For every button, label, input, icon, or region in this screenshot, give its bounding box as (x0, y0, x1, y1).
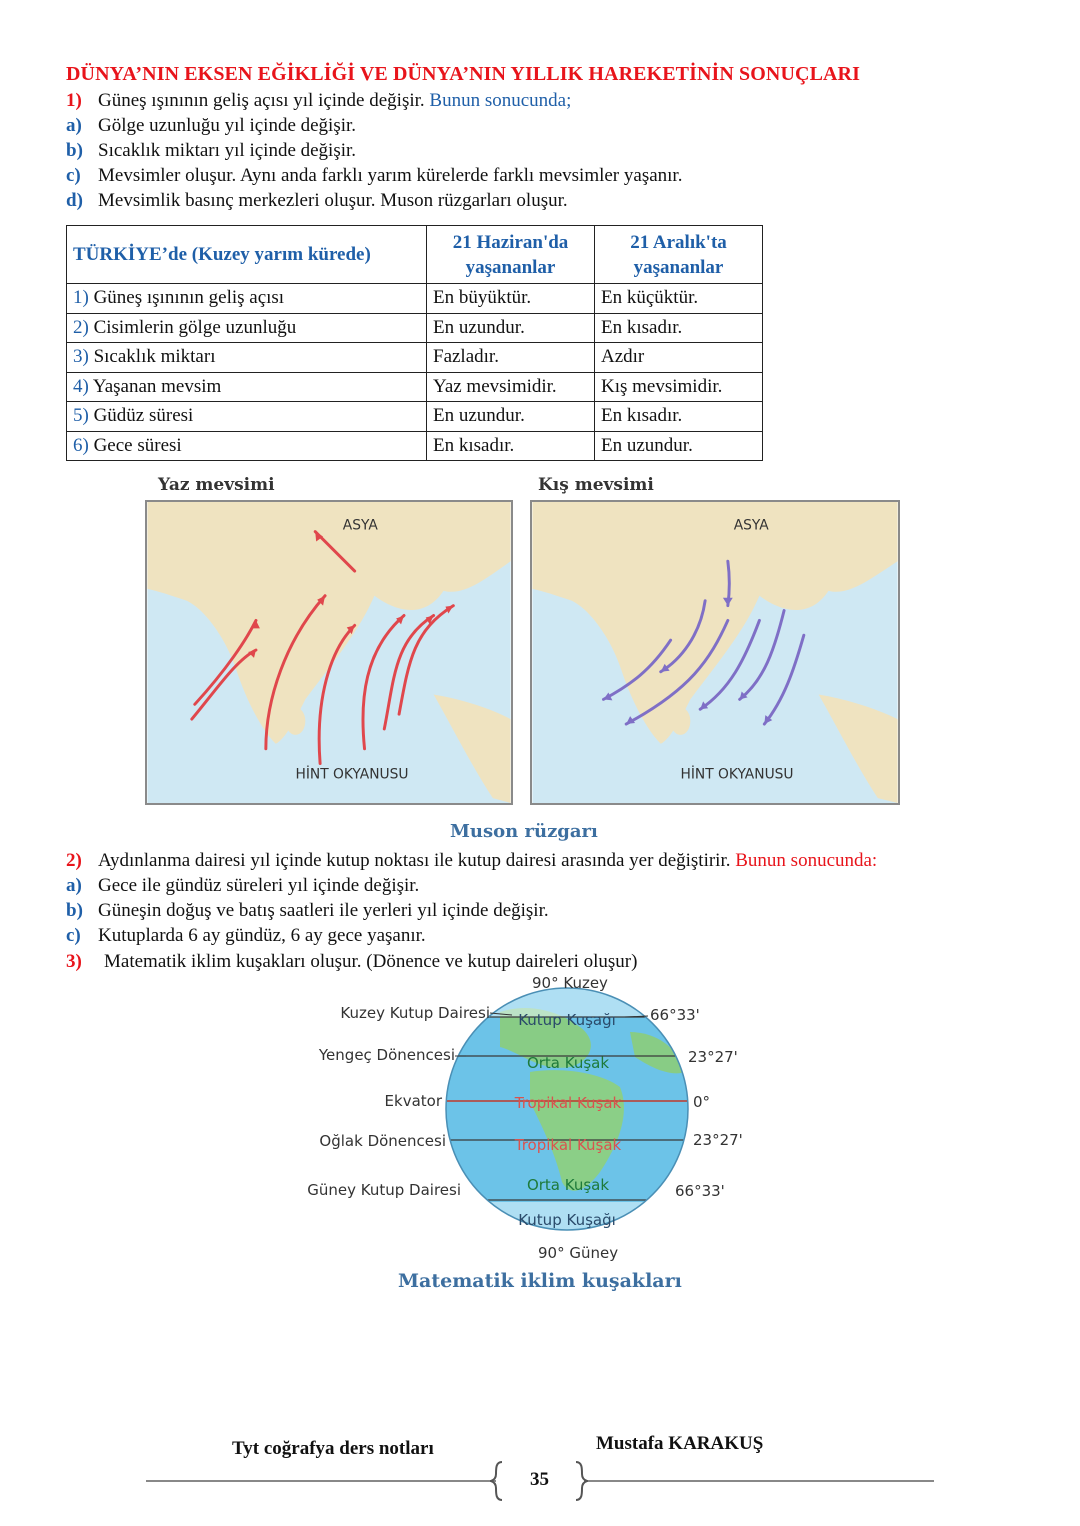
list-item: d) Mevsimlik basınç merkezleri oluşur. Muson rüzgarları oluşur. (66, 190, 568, 211)
zone-label: Kutup Kuşağı (518, 1011, 616, 1029)
cancer-tropic-label: Yengeç Dönencesi (318, 1046, 455, 1064)
table-row: 4) Yaşanan mevsim Yaz mevsimidir. Kış mevsimidir. (67, 372, 763, 402)
section1-num: 1) (66, 90, 82, 111)
svg-text:66°33': 66°33' (650, 1006, 700, 1024)
summer-monsoon-map (145, 500, 513, 805)
list-item: a) Gece ile gündüz süreleri yıl içinde değişir. (66, 875, 420, 896)
summer-map-label: Yaz mevsimi (158, 475, 275, 495)
winter-map-label: Kış mevsimi (538, 475, 654, 495)
table-header: 21 Haziran'da yaşananlar (427, 226, 595, 284)
footer-author: Mustafa KARAKUŞ (596, 1433, 764, 1454)
table-row: 3) Sıcaklık miktarı Fazladır. Azdır (67, 343, 763, 373)
climate-zones-globe (300, 972, 760, 1272)
comparison-table (66, 225, 763, 461)
list-item: c) Kutuplarda 6 ay gündüz, 6 ay gece yaşanır. (66, 925, 426, 946)
table-row: 1) Güneş ışınının geliş açısı En büyüktür. En küçüktür. (67, 284, 763, 314)
list-item: a) Gölge uzunluğu yıl içinde değişir. (66, 115, 357, 136)
svg-text:0°: 0° (693, 1093, 711, 1111)
page-title: DÜNYA’NIN EKSEN EĞİKLİĞİ VE DÜNYA’NIN YILLIK HAREKETİNİN SONUÇLARI (66, 63, 860, 85)
table-header: TÜRKİYE’de (Kuzey yarım kürede) (67, 226, 427, 284)
footer-divider (584, 1480, 934, 1482)
section3-line: 3) Matematik iklim kuşakları oluşur. (Dönence ve kutup daireleri oluşur) (66, 951, 638, 972)
table-header: 21 Aralık'ta yaşananlar (595, 226, 763, 284)
table-row: 5) Güdüz süresi En uzundur. En kısadır. (67, 402, 763, 432)
table-row: 6) Gece süresi En kısadır. En uzundur. (67, 431, 763, 461)
zone-label: Orta Kuşak (526, 1054, 610, 1072)
page-number: 35 (530, 1469, 549, 1490)
capricorn-tropic-label: Oğlak Dönencesi (319, 1132, 446, 1150)
list-item: b) Güneşin doğuş ve batış saatleri ile yerleri yıl içinde değişir. (66, 900, 549, 921)
globe-caption: Matematik iklim kuşakları (398, 1270, 682, 1292)
page-bracket-right (574, 1460, 588, 1502)
list-item: b) Sıcaklık miktarı yıl içinde değişir. (66, 140, 357, 161)
north-pole-label: 90° Kuzey (532, 974, 608, 992)
footer-course-name: Tyt coğrafya ders notları (232, 1438, 434, 1459)
svg-text:ASYA: ASYA (733, 517, 769, 534)
page-bracket-left (490, 1460, 504, 1502)
footer-divider (146, 1480, 496, 1482)
equator-label: Ekvator (384, 1092, 442, 1110)
south-pole-label: 90° Güney (538, 1244, 619, 1262)
svg-text:23°27': 23°27' (688, 1048, 738, 1066)
winter-monsoon-map (530, 500, 900, 805)
zone-label: Tropikal Kuşak (514, 1094, 622, 1112)
table-header-row (67, 226, 763, 284)
section1-text: Güneş ışınının geliş açısı yıl içinde değişir. (98, 90, 425, 111)
section1-consequence: Bunun sonucunda; (429, 90, 572, 111)
section2-line: 2) Aydınlanma dairesi yıl içinde kutup noktası ile kutup dairesi arasında yer değiştirir. Bunun sonucunda: (66, 850, 878, 871)
monsoon-caption: Muson rüzgarı (450, 821, 598, 842)
section1-line (66, 89, 571, 113)
list-item: c) Mevsimler oluşur. Aynı anda farklı yarım kürelerde farklı mevsimler yaşanır. (66, 165, 683, 186)
zone-label: Orta Kuşak (526, 1176, 610, 1194)
svg-text:23°27': 23°27' (693, 1131, 743, 1149)
arctic-circle-label: Kuzey Kutup Dairesi (340, 1004, 490, 1022)
table-row: 2) Cisimlerin gölge uzunluğu En uzundur. En kısadır. (67, 313, 763, 343)
svg-text:66°33': 66°33' (675, 1182, 725, 1200)
zone-label: Tropikal Kuşak (514, 1136, 622, 1154)
svg-text:ASYA: ASYA (342, 517, 378, 534)
antarctic-circle-label: Güney Kutup Dairesi (307, 1181, 461, 1199)
zone-label: Kutup Kuşağı (518, 1211, 616, 1229)
svg-text:HİNT OKYANUSU: HİNT OKYANUSU (680, 766, 794, 783)
svg-text:HİNT OKYANUSU: HİNT OKYANUSU (295, 766, 409, 783)
